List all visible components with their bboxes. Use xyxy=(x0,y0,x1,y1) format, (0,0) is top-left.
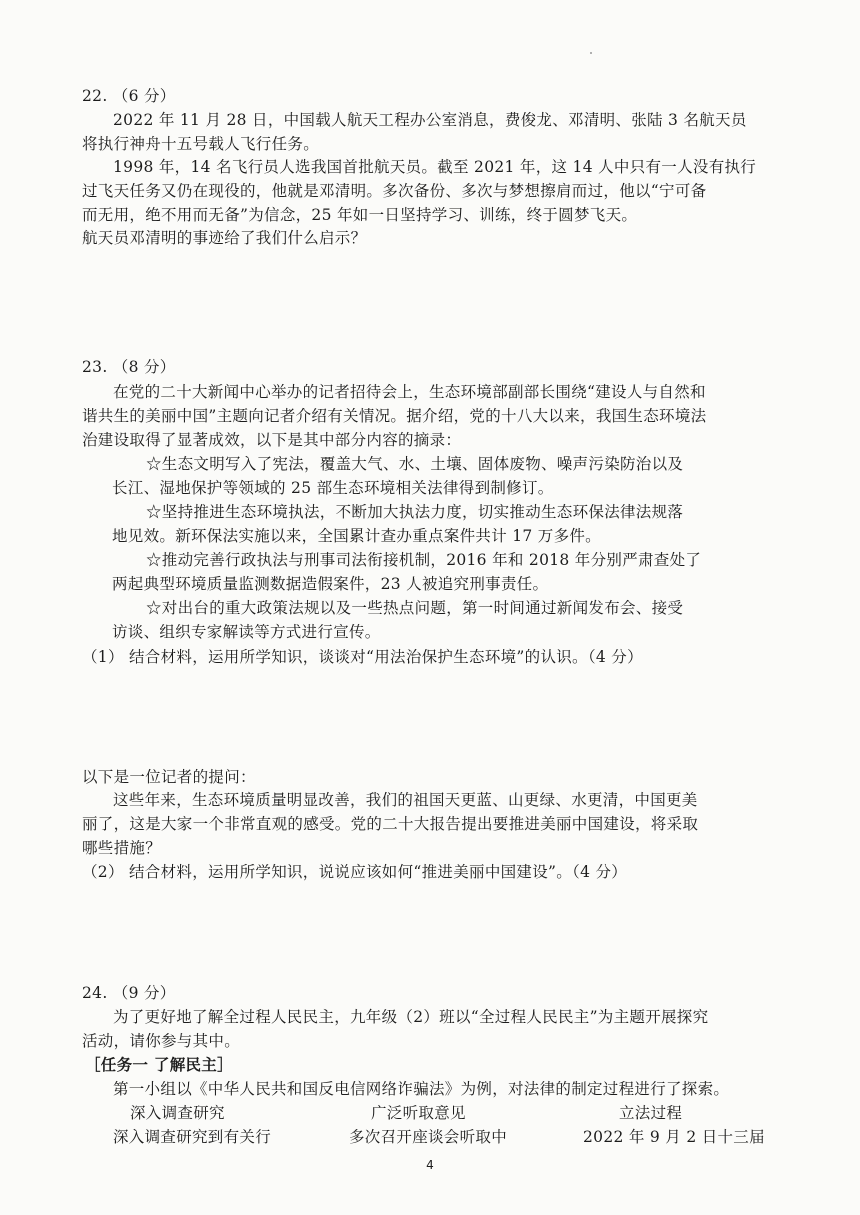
q23-intro-3: 治建设取得了显著成效，以下是其中部分内容的摘录： xyxy=(82,431,462,449)
q23-bullet-3a: ☆推动完善行政执法与刑事司法衔接机制，2016 年和 2018 年分别严肃查处了 xyxy=(146,551,702,569)
q22-line-2: 将执行神舟十五号载人飞行任务。 xyxy=(82,135,320,153)
q23-intro-2: 谐共生的美丽中国”主题向记者介绍有关情况。据介绍，党的十八大以来，我国生态环境法 xyxy=(82,407,707,425)
q22-line-4: 过飞天任务又仍在现役的，他就是邓清明。多次备份、多次与梦想擦肩而过，他以“宁可备 xyxy=(82,182,707,200)
q23-bullet-1a: ☆生态文明写入了宪法，覆盖大气、水、土壤、固体废物、噪声污染防治以及 xyxy=(146,455,684,473)
q24-row-2: 多次召开座谈会听取中 xyxy=(349,1128,508,1146)
q23-reporter-2: 丽了，这是大家一个非常直观的感受。党的二十大报告提出要推进美丽中国建设，将采取 xyxy=(82,815,699,833)
q22-line-5: 而无用，绝不用而无备”为信念，25 年如一日坚持学习、训练，终于圆梦飞天。 xyxy=(82,206,638,224)
q23-reporter-3: 哪些措施？ xyxy=(82,839,162,857)
q24-row-3: 2022 年 9 月 2 日十三届 xyxy=(583,1128,765,1146)
q23-sub2: （2） 结合材料，运用所学知识，说说应该如何“推进美丽中国建设”。（4 分） xyxy=(82,863,628,881)
q23-bullet-2b: 地见效。新环保法实施以来，全国累计查办重点案件共计 17 万多件。 xyxy=(112,527,601,545)
q24-intro-1: 为了更好地了解全过程人民民主，九年级（2）班以“全过程人民民主”为主题开展探究 xyxy=(113,1008,709,1026)
q24-task1-heading: ［任务一 了解民主］ xyxy=(85,1055,233,1074)
q22-question: 航天员邓清明的事迹给了我们什么启示？ xyxy=(82,229,367,247)
q24-task1-text: 第一小组以《中华人民共和国反电信网络诈骗法》为例，对法律的制定过程进行了探索。 xyxy=(113,1080,730,1098)
q23-intro-1: 在党的二十大新闻中心举办的记者招待会上，生态环境部副部长围绕“建设人与自然和 xyxy=(113,383,706,401)
q23-bullet-4a: ☆对出台的重大政策法规以及一些热点问题，第一时间通过新闻发布会、接受 xyxy=(146,599,684,617)
q23-sub1: （1） 结合材料，运用所学知识，谈谈对“用法治保护生态环境”的认识。（4 分） xyxy=(82,648,643,666)
q23-bullet-1b: 长江、湿地保护等领域的 25 部生态环境相关法律得到制修订。 xyxy=(112,479,554,497)
q24-intro-2: 活动，请你参与其中。 xyxy=(82,1032,241,1050)
q24-col-1: 深入调查研究 xyxy=(130,1104,225,1122)
scan-speck xyxy=(590,52,592,54)
page-number: 4 xyxy=(426,1158,434,1172)
q22-header: 22. （6 分） xyxy=(82,87,176,105)
q23-bullet-4b: 访谈、组织专家解读等方式进行宣传。 xyxy=(112,623,381,641)
q24-col-2: 广泛听取意见 xyxy=(371,1104,466,1122)
q24-header: 24. （9 分） xyxy=(82,984,176,1002)
q23-bullet-2a: ☆坚持推进生态环境执法，不断加大执法力度，切实推动生态环保法律法规落 xyxy=(146,503,684,521)
q23-header: 23. （8 分） xyxy=(82,358,176,376)
q22-line-3: 1998 年，14 名飞行员人选我国首批航天员。截至 2021 年，这 14 人中只有一人没有执行 xyxy=(113,158,757,176)
q23-reporter-lead: 以下是一位记者的提问： xyxy=(82,768,256,786)
q24-col-3: 立法过程 xyxy=(619,1104,683,1122)
q24-row-1: 深入调查研究到有关行 xyxy=(113,1128,272,1146)
q23-reporter-1: 这些年来，生态环境质量明显改善，我们的祖国天更蓝、山更绿、水更清，中国更美 xyxy=(113,791,698,809)
q23-bullet-3b: 两起典型环境质量监测数据造假案件，23 人被追究刑事责任。 xyxy=(112,575,549,593)
q22-line-1: 2022 年 11 月 28 日，中国载人航天工程办公室消息，费俊龙、邓清明、张陆 3 名航天员 xyxy=(113,111,747,129)
